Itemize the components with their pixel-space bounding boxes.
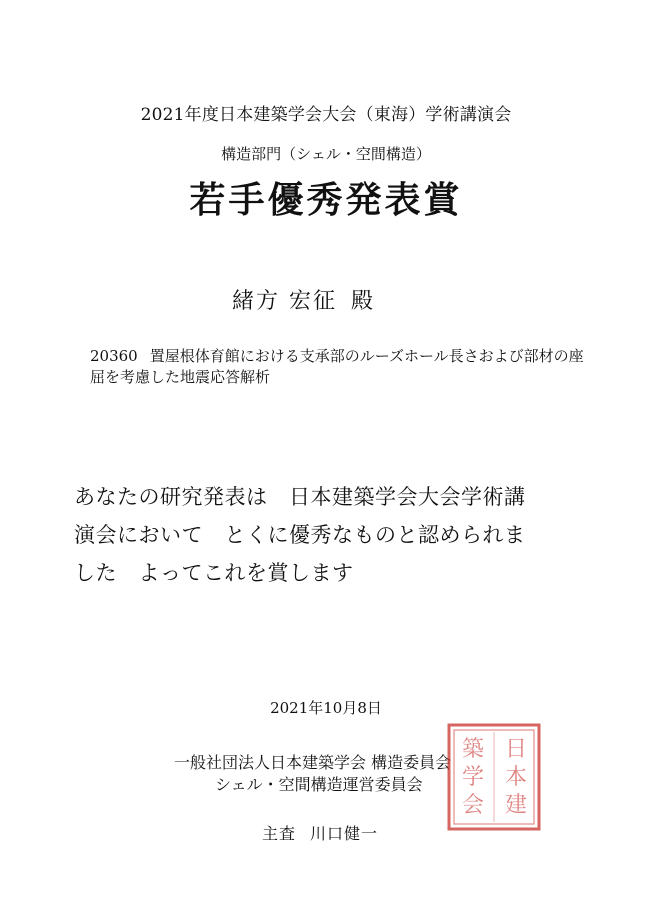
seal-glyph: 会 <box>461 793 485 818</box>
paper-number: 20360 <box>90 347 138 365</box>
seal-glyph: 建 <box>504 793 528 818</box>
seal-glyph: 築 <box>461 737 485 762</box>
division-title: 構造部門（シェル・空間構造） <box>221 145 431 163</box>
official-seal-stamp <box>446 722 542 832</box>
meeting-title: 2021年度日本建築学会大会（東海）学術講演会 <box>140 105 512 125</box>
recipient-line <box>232 284 375 315</box>
organization-line-1: 一般社団法人日本建築学会 構造委員会 <box>174 753 452 772</box>
paper-info <box>90 346 590 388</box>
recipient-honorific: 殿 <box>351 289 376 314</box>
award-statement <box>74 478 604 592</box>
seal-glyph: 学 <box>461 765 485 790</box>
recipient-name: 緒方 宏征 <box>232 289 337 314</box>
chair-signature <box>262 821 378 844</box>
paper-title: 置屋根体育館における支承部のルーズホール長さおよび部材の座屈を考慮した地震応答解析 <box>90 347 584 386</box>
statement-line: 演会において とくに優秀なものと認められま <box>74 523 526 547</box>
organization-line-2: シェル・空間構造運営委員会 <box>215 775 423 794</box>
seal-glyph: 本 <box>504 765 528 790</box>
statement-line: あなたの研究発表は 日本建築学会大会学術講 <box>74 485 526 509</box>
statement-line: した よってこれを賞します <box>74 561 354 585</box>
seal-glyph: 日 <box>504 737 528 762</box>
award-title: 若手優秀発表賞 <box>189 179 463 221</box>
chair-title: 主査 <box>262 824 297 843</box>
issue-date: 2021年10月8日 <box>270 699 382 717</box>
chair-name: 川口健一 <box>310 824 379 843</box>
